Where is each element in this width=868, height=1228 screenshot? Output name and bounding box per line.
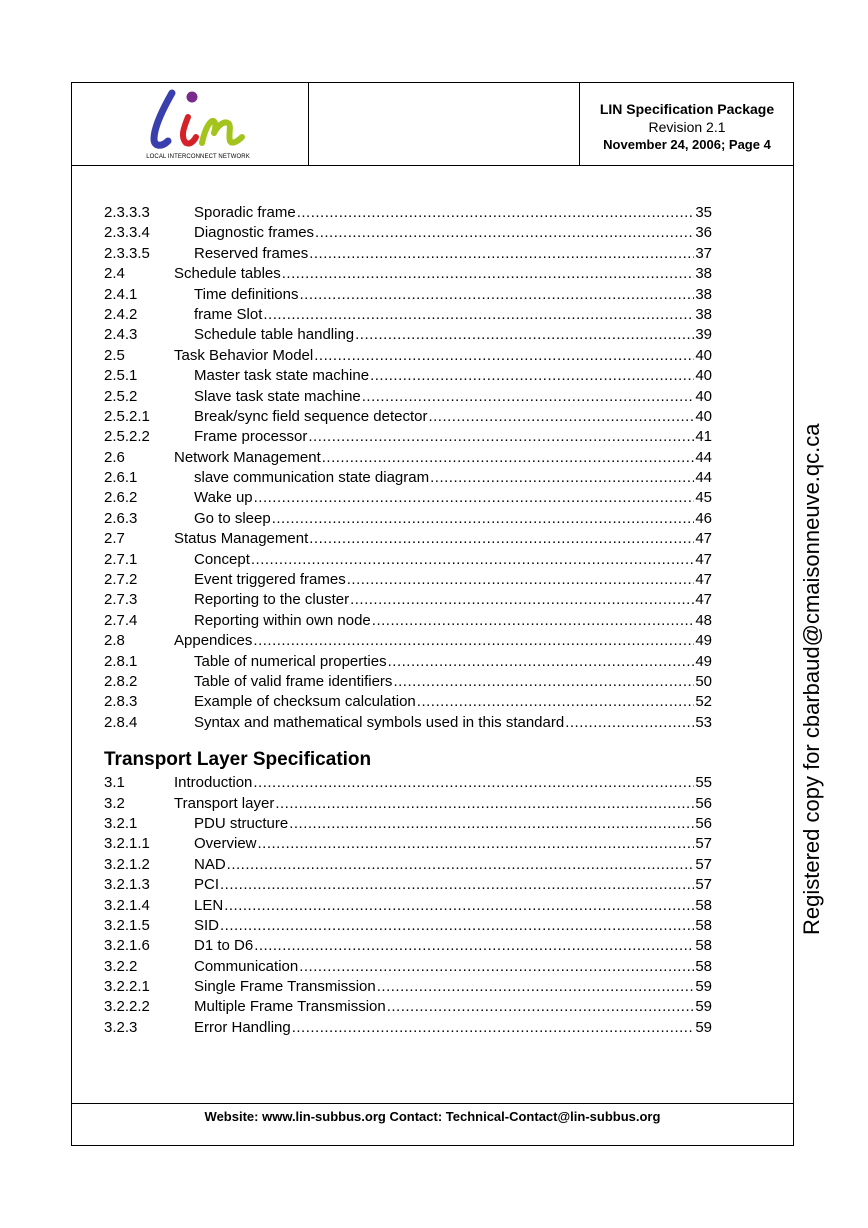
toc-entry-title: SID [194, 916, 220, 936]
toc-dot-leader [275, 794, 694, 814]
toc-entry-page: 58 [695, 916, 712, 934]
toc-entry-number: 2.7.1 [104, 550, 138, 568]
toc-entry-number: 2.4 [104, 265, 125, 283]
toc-entry[interactable] [104, 611, 712, 631]
toc-entry-title: NAD [194, 855, 227, 875]
toc-entry-page: 52 [695, 693, 712, 711]
toc-entry-title: Go to sleep [194, 509, 272, 529]
header-info-cell [580, 83, 794, 165]
toc-entry-page: 59 [695, 978, 712, 996]
toc-entry[interactable] [104, 366, 712, 386]
toc-entry-number: 2.5.2.1 [104, 407, 150, 425]
toc-dot-leader [370, 366, 694, 386]
toc-entry-page: 47 [695, 571, 712, 589]
logo-caption: LOCAL INTERCONNECT NETWORK [146, 154, 250, 160]
toc-entry[interactable] [104, 244, 712, 264]
toc-entry-page: 40 [695, 387, 712, 405]
toc-entry-page: 40 [695, 407, 712, 425]
toc-entry-page: 45 [695, 489, 712, 507]
toc-entry[interactable] [104, 407, 712, 427]
toc-entry[interactable] [104, 448, 712, 468]
toc-entry-title: Transport layer [174, 794, 275, 814]
toc-entry[interactable] [104, 1018, 712, 1038]
toc-dot-leader [417, 692, 695, 712]
toc-entry-title: Reporting within own node [194, 611, 372, 631]
toc-entry-title: Error Handling [194, 1018, 292, 1038]
toc-entry[interactable] [104, 488, 712, 508]
toc-entry[interactable] [104, 855, 712, 875]
toc-entry-page: 40 [695, 346, 712, 364]
toc-dot-leader [377, 977, 695, 997]
toc-entry-number: 2.4.3 [104, 326, 138, 344]
toc-entry[interactable] [104, 713, 712, 733]
toc-entry-page: 40 [695, 367, 712, 385]
toc-entry-title: Multiple Frame Transmission [194, 997, 387, 1017]
toc-entry-title: frame Slot [194, 305, 263, 325]
toc-entry-title: Sporadic frame [194, 203, 297, 223]
toc-dot-leader [254, 488, 695, 508]
toc-dot-leader [355, 325, 694, 345]
toc-entry-title: Table of numerical properties [194, 652, 388, 672]
toc-entry-title: Example of checksum calculation [194, 692, 417, 712]
toc-entry[interactable] [104, 997, 712, 1017]
toc-entry[interactable] [104, 692, 712, 712]
toc-entry-number: 3.2.2.1 [104, 978, 150, 996]
toc-entry-title: Syntax and mathematical symbols used in this standard [194, 713, 565, 733]
toc-dot-leader [253, 773, 694, 793]
registered-copy-watermark: Registered copy for cbarbaud@cmaisonneuve.qc.ca [799, 423, 824, 935]
toc-entry[interactable] [104, 264, 712, 284]
toc-entry-title: Wake up [194, 488, 254, 508]
toc-dot-leader [309, 244, 694, 264]
toc-entry-number: 3.2.1.5 [104, 916, 150, 934]
toc-entry[interactable] [104, 550, 712, 570]
toc-entry[interactable] [104, 325, 712, 345]
toc-entry-number: 2.4.2 [104, 305, 138, 323]
toc-entry-title: Schedule table handling [194, 325, 355, 345]
toc-entry-number: 2.5.1 [104, 367, 138, 385]
toc-entry-title: Communication [194, 957, 299, 977]
toc-entry-number: 3.2.1 [104, 814, 138, 832]
toc-entry-page: 37 [695, 244, 712, 262]
toc-entry-title: Status Management [174, 529, 309, 549]
toc-dot-leader [254, 936, 694, 956]
toc-dot-leader [430, 468, 694, 488]
toc-dot-leader [292, 1018, 695, 1038]
toc-entry[interactable] [104, 977, 712, 997]
toc-entry-page: 58 [695, 896, 712, 914]
toc-entry[interactable] [104, 773, 712, 793]
toc-entry-number: 3.2.1.4 [104, 896, 150, 914]
toc-entry-page: 35 [695, 204, 712, 221]
toc-dot-leader [251, 550, 694, 570]
toc-dot-leader [388, 652, 695, 672]
toc-entry-title: Diagnostic frames [194, 223, 315, 243]
toc-entry-page: 55 [695, 774, 712, 792]
toc-entry[interactable] [104, 468, 712, 488]
toc-entry-number: 2.8 [104, 632, 125, 650]
toc-entry-title: slave communication state diagram [194, 468, 430, 488]
toc-entry-title: Task Behavior Model [174, 346, 314, 366]
toc-entry-page: 59 [695, 1018, 712, 1036]
toc-dot-leader [372, 611, 695, 631]
toc-dot-leader [258, 834, 695, 854]
toc-entry-number: 2.6.1 [104, 469, 138, 487]
toc-entry[interactable] [104, 203, 712, 223]
toc-entry[interactable] [104, 346, 712, 366]
toc-entry[interactable] [104, 509, 712, 529]
logo-cell [72, 83, 309, 165]
toc-dot-leader [315, 223, 694, 243]
toc-entry-page: 47 [695, 530, 712, 548]
toc-entry-page: 59 [695, 998, 712, 1016]
toc-entry-title: Concept [194, 550, 251, 570]
toc-entry[interactable] [104, 387, 712, 407]
toc-entry-number: 2.3.3.5 [104, 244, 150, 262]
toc-entry-number: 3.2.2 [104, 957, 138, 975]
toc-dot-leader [297, 203, 695, 223]
toc-entry-number: 2.7.4 [104, 611, 138, 629]
toc-entry[interactable] [104, 305, 712, 325]
toc-entry-page: 57 [695, 876, 712, 894]
toc-entry-number: 3.1 [104, 774, 125, 792]
toc-entry-title: Introduction [174, 773, 253, 793]
toc-entry[interactable] [104, 631, 712, 651]
toc-entry-page: 49 [695, 652, 712, 670]
toc-entry-page: 53 [695, 713, 712, 731]
toc-dot-leader [227, 855, 695, 875]
toc-dot-leader [272, 509, 695, 529]
toc-entry-number: 2.3.3.3 [104, 204, 150, 221]
toc-dot-leader [314, 346, 694, 366]
toc-entry[interactable] [104, 834, 712, 854]
toc-entry-title: Reserved frames [194, 244, 309, 264]
toc-dot-leader [289, 814, 694, 834]
toc-dot-leader [362, 387, 695, 407]
toc-entry-number: 2.6 [104, 448, 125, 466]
toc-entry-page: 57 [695, 835, 712, 853]
toc-dot-leader [309, 529, 694, 549]
toc-entry[interactable] [104, 570, 712, 590]
toc-entry-number: 2.7.2 [104, 571, 138, 589]
toc-dot-leader [428, 407, 694, 427]
toc-dot-leader [224, 896, 694, 916]
toc-entry-number: 2.5.2 [104, 387, 138, 405]
toc-entry-title: Master task state machine [194, 366, 370, 386]
toc-list-part2 [104, 773, 712, 1038]
lin-logo-graphic [142, 87, 254, 157]
package-title: LIN Specification Package [599, 101, 775, 117]
toc-entry-page: 56 [695, 814, 712, 832]
toc-dot-leader [308, 427, 694, 447]
toc-entry-number: 3.2.1.1 [104, 835, 150, 853]
toc-dot-leader [393, 672, 694, 692]
toc-entry-title: Slave task state machine [194, 387, 362, 407]
toc-entry[interactable] [104, 529, 712, 549]
toc-entry-page: 38 [695, 285, 712, 303]
toc-entry-title: Break/sync field sequence detector [194, 407, 428, 427]
toc-dot-leader [282, 264, 695, 284]
toc-entry[interactable] [104, 814, 712, 834]
toc-entry-number: 3.2.2.2 [104, 998, 150, 1016]
toc-entry-page: 38 [695, 265, 712, 283]
toc-entry-page: 46 [695, 509, 712, 527]
toc-entry-number: 2.8.2 [104, 672, 138, 690]
toc-entry-number: 3.2.3 [104, 1018, 138, 1036]
toc-entry[interactable] [104, 957, 712, 977]
toc-entry-page: 38 [695, 305, 712, 323]
toc-entry[interactable] [104, 794, 712, 814]
toc-entry[interactable] [104, 427, 712, 447]
toc-entry-number: 2.3.3.4 [104, 224, 150, 242]
table-of-contents [104, 203, 712, 1038]
toc-entry-number: 2.8.1 [104, 652, 138, 670]
toc-dot-leader [300, 285, 695, 305]
toc-entry-page: 49 [695, 632, 712, 650]
toc-entry-number: 2.8.4 [104, 713, 138, 731]
toc-entry-number: 2.8.3 [104, 693, 138, 711]
toc-entry-number: 3.2 [104, 794, 125, 812]
toc-dot-leader [322, 448, 695, 468]
toc-entry-page: 41 [695, 428, 712, 446]
toc-dot-leader [220, 875, 694, 895]
section-heading: Transport Layer Specification [104, 749, 372, 771]
toc-entry-number: 2.6.2 [104, 489, 138, 507]
toc-entry-number: 2.5 [104, 346, 125, 364]
toc-entry[interactable] [104, 672, 712, 692]
page-footer [72, 1103, 793, 1145]
toc-dot-leader [387, 997, 695, 1017]
toc-entry-page: 57 [695, 855, 712, 873]
date-page-label: November 24, 2006; Page 4 [603, 137, 771, 152]
toc-entry-page: 47 [695, 550, 712, 568]
toc-entry-number: 2.5.2.2 [104, 428, 150, 446]
toc-entry[interactable] [104, 590, 712, 610]
toc-entry[interactable] [104, 875, 712, 895]
toc-entry[interactable] [104, 936, 712, 956]
toc-entry[interactable] [104, 916, 712, 936]
toc-entry[interactable] [104, 652, 712, 672]
toc-entry-title: Appendices [174, 631, 253, 651]
toc-entry-title: Reporting to the cluster [194, 590, 350, 610]
toc-entry-page: 58 [695, 957, 712, 975]
toc-entry-title: Overview [194, 834, 258, 854]
toc-entry-title: Network Management [174, 448, 322, 468]
toc-entry-page: 39 [695, 326, 712, 344]
toc-list-part1 [104, 203, 712, 733]
toc-entry-title: D1 to D6 [194, 936, 254, 956]
toc-dot-leader [299, 957, 694, 977]
toc-entry[interactable] [104, 896, 712, 916]
toc-entry-number: 2.4.1 [104, 285, 138, 303]
toc-entry-title: Event triggered frames [194, 570, 347, 590]
toc-entry-title: PCI [194, 875, 220, 895]
toc-dot-leader [565, 713, 694, 733]
toc-dot-leader [253, 631, 694, 651]
toc-dot-leader [263, 305, 694, 325]
toc-entry-page: 48 [695, 611, 712, 629]
toc-entry[interactable] [104, 223, 712, 243]
toc-entry-page: 56 [695, 794, 712, 812]
toc-dot-leader [350, 590, 694, 610]
footer-text: Website: www.lin-subbus.org Contact: Technical-Contact@lin-subbus.org [204, 1109, 661, 1124]
header-blank-cell [309, 83, 580, 165]
toc-entry-title: Table of valid frame identifiers [194, 672, 393, 692]
toc-dot-leader [347, 570, 695, 590]
toc-entry-number: 3.2.1.2 [104, 855, 150, 873]
toc-entry-title: Single Frame Transmission [194, 977, 377, 997]
lin-logo [142, 87, 254, 163]
toc-entry-title: PDU structure [194, 814, 289, 834]
toc-entry[interactable] [104, 285, 712, 305]
toc-entry-page: 44 [695, 469, 712, 487]
revision-label: Revision 2.1 [648, 119, 726, 135]
toc-entry-number: 3.2.1.6 [104, 937, 150, 955]
toc-entry-page: 50 [695, 672, 712, 690]
toc-entry-page: 36 [695, 224, 712, 242]
toc-entry-title: LEN [194, 896, 224, 916]
toc-entry-number: 3.2.1.3 [104, 876, 150, 894]
toc-dot-leader [220, 916, 694, 936]
toc-entry-page: 44 [695, 448, 712, 466]
toc-entry-page: 47 [695, 591, 712, 609]
toc-entry-number: 2.6.3 [104, 509, 138, 527]
toc-entry-number: 2.7.3 [104, 591, 138, 609]
toc-entry-title: Frame processor [194, 427, 308, 447]
toc-entry-title: Schedule tables [174, 264, 282, 284]
toc-entry-page: 58 [695, 937, 712, 955]
toc-entry-number: 2.7 [104, 530, 125, 548]
page-header [72, 83, 793, 166]
toc-entry-title: Time definitions [194, 285, 300, 305]
